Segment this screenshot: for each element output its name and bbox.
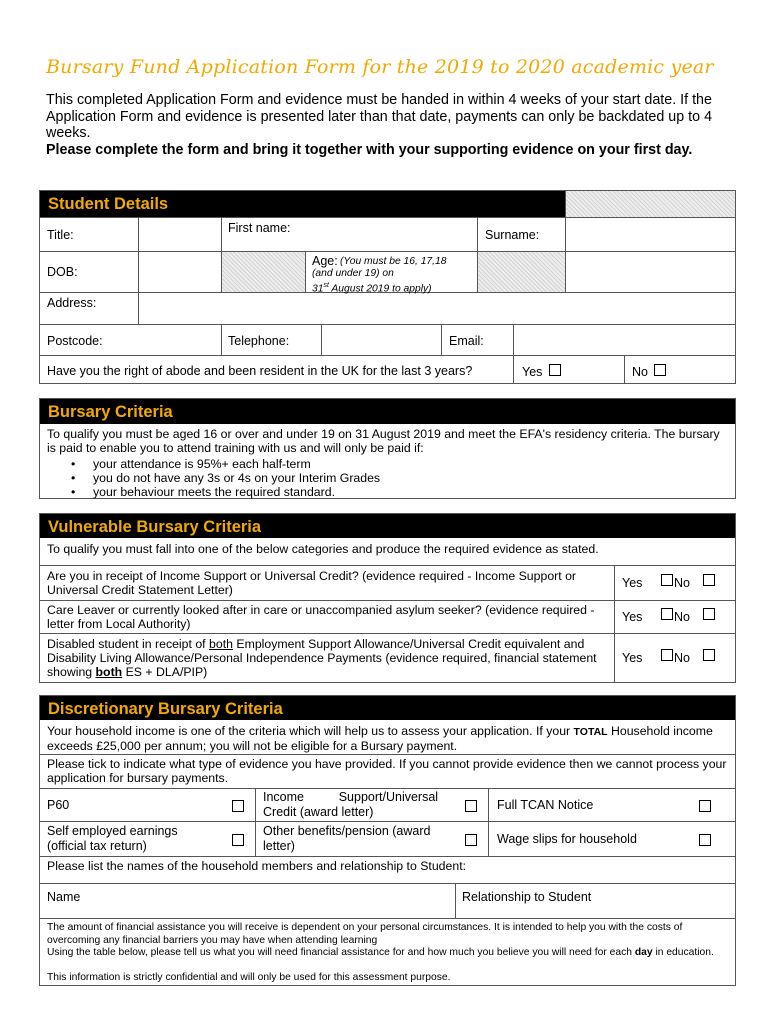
bursary-criteria-heading: Bursary Criteria: [40, 399, 735, 424]
q1-yes-checkbox[interactable]: [661, 574, 673, 586]
residency-yes-checkbox[interactable]: [549, 364, 561, 376]
household-members-instruction: Please list the names of the household members and relationship to Student:: [47, 859, 467, 873]
q1-yes-label: Yes: [622, 576, 643, 590]
intro-bold-text: Please complete the form and bring it together with your supporting evidence on your first day.: [46, 142, 693, 158]
age-label: Age:: [312, 254, 338, 268]
vulnerable-q1: Are you in receipt of Income Support or Universal Credit? (evidence required - Income Support or Universal Credit Statement Letter): [47, 569, 577, 597]
full-tcan-label: Full TCAN Notice: [497, 798, 594, 812]
title-label: Title:: [47, 228, 74, 242]
q2-no-checkbox[interactable]: [703, 608, 715, 620]
income-support-checkbox[interactable]: [465, 800, 477, 812]
other-benefits-label-2: letter): [263, 839, 295, 853]
relationship-column-label: Relationship to Student: [462, 890, 592, 904]
criteria-bullet: • your attendance is 95%+ each half-term: [47, 457, 647, 471]
q2-no-label: No: [674, 610, 690, 624]
wage-slips-checkbox[interactable]: [699, 834, 711, 846]
table-instruction-note: Using the table below, please tell us what you will need financial assistance for and how much you believe you will need for each day in education.: [47, 947, 714, 958]
postcode-label: Postcode:: [47, 334, 103, 348]
age-shaded-cell: [478, 252, 565, 292]
email-label: Email:: [449, 334, 484, 348]
q3-no-checkbox[interactable]: [703, 649, 715, 661]
other-benefits-checkbox[interactable]: [465, 834, 477, 846]
surname-label: Surname:: [485, 228, 540, 242]
age-note-3: 31st August 2019 to apply): [312, 282, 432, 295]
income-support-label-2: Credit (award letter): [263, 805, 374, 819]
other-benefits-label-1: Other benefits/pension (award: [263, 824, 431, 838]
q2-yes-label: Yes: [622, 610, 643, 624]
criteria-bullet: • your behaviour meets the required standard.: [47, 485, 647, 499]
dob-label: DOB:: [47, 265, 78, 279]
income-support-label-1: Income Support/Universal: [263, 790, 439, 804]
q3-no-label: No: [674, 651, 690, 665]
header-shaded-cell: [566, 191, 735, 217]
residency-question: Have you the right of abode and been resident in the UK for the last 3 years?: [47, 364, 473, 378]
vulnerable-criteria-heading: Vulnerable Bursary Criteria: [40, 514, 735, 538]
student-details-heading: Student Details: [40, 191, 565, 217]
telephone-label: Telephone:: [228, 334, 290, 348]
q1-no-checkbox[interactable]: [703, 574, 715, 586]
residency-yes-label: Yes: [522, 365, 543, 379]
vulnerable-intro: To qualify you must fall into one of the below categories and produce the required evidence as stated.: [47, 542, 599, 556]
dob-shaded-cell: [222, 252, 305, 292]
self-employed-label-2: (official tax return): [47, 839, 147, 853]
first-name-label: First name:: [228, 221, 291, 235]
q3-yes-label: Yes: [622, 651, 643, 665]
evidence-instruction: Please tick to indicate what type of evidence you have provided. If you cannot provide evidence then we cannot process your application for bursary payments.: [47, 757, 727, 785]
vulnerable-q2: Care Leaver or currently looked after in care or unaccompanied asylum seeker? (evidence required - letter from Local Authority): [47, 603, 595, 631]
self-employed-checkbox[interactable]: [232, 834, 244, 846]
full-tcan-checkbox[interactable]: [699, 800, 711, 812]
residency-no-checkbox[interactable]: [654, 364, 666, 376]
vulnerable-q3: Disabled student in receipt of both Employment Support Allowance/Universal Credit equivalent and Disability Living Allowance/Personal Independence Payments (evidence required, financial statement showing both ES + DLA/PIP): [47, 637, 597, 679]
bursary-criteria-text: To qualify you must be aged 16 or over and under 19 on 31 August 2019 and meet the EFA's residency criteria. The bursary is paid to enable you to attend training with us and will only be paid if:: [47, 427, 720, 455]
intro-text: This completed Application Form and evidence must be handed in within 4 weeks of your start date. If the Application Form and evidence is presented later than that date, payments can only be backdated up to 4 weeks.: [46, 92, 713, 141]
wage-slips-label: Wage slips for household: [497, 832, 637, 846]
p60-checkbox[interactable]: [232, 800, 244, 812]
p60-label: P60: [47, 798, 70, 812]
confidentiality-note: This information is strictly confidential and will only be used for this assessment purpose.: [47, 972, 451, 983]
q1-no-label: No: [674, 576, 690, 590]
form-title: Bursary Fund Application Form for the 2019 to 2020 academic year: [46, 56, 714, 78]
age-note-1: (You must be 16, 17,18: [340, 256, 447, 267]
address-label: Address:: [47, 296, 97, 310]
age-note-2: (and under 19) on: [312, 268, 394, 279]
self-employed-label-1: Self employed earnings: [47, 824, 178, 838]
discretionary-criteria-heading: Discretionary Bursary Criteria: [40, 696, 735, 720]
q2-yes-checkbox[interactable]: [661, 608, 673, 620]
name-column-label: Name: [47, 890, 81, 904]
q3-yes-checkbox[interactable]: [661, 649, 673, 661]
criteria-bullet: • you do not have any 3s or 4s on your Interim Grades: [47, 471, 647, 485]
household-income-text: Your household income is one of the criteria which will help us to assess your application. If your TOTAL Household income exceeds £25,000 per annum; you will not be eligible for a Bursary payment.: [47, 724, 713, 753]
bursary-criteria-list: [47, 457, 647, 499]
residency-no-label: No: [632, 365, 648, 379]
financial-assistance-note: The amount of financial assistance you will receive is dependent on your personal circumstances. It is intended to help you with the costs of overcoming any financial barriers you may have when attending learning: [47, 922, 683, 946]
